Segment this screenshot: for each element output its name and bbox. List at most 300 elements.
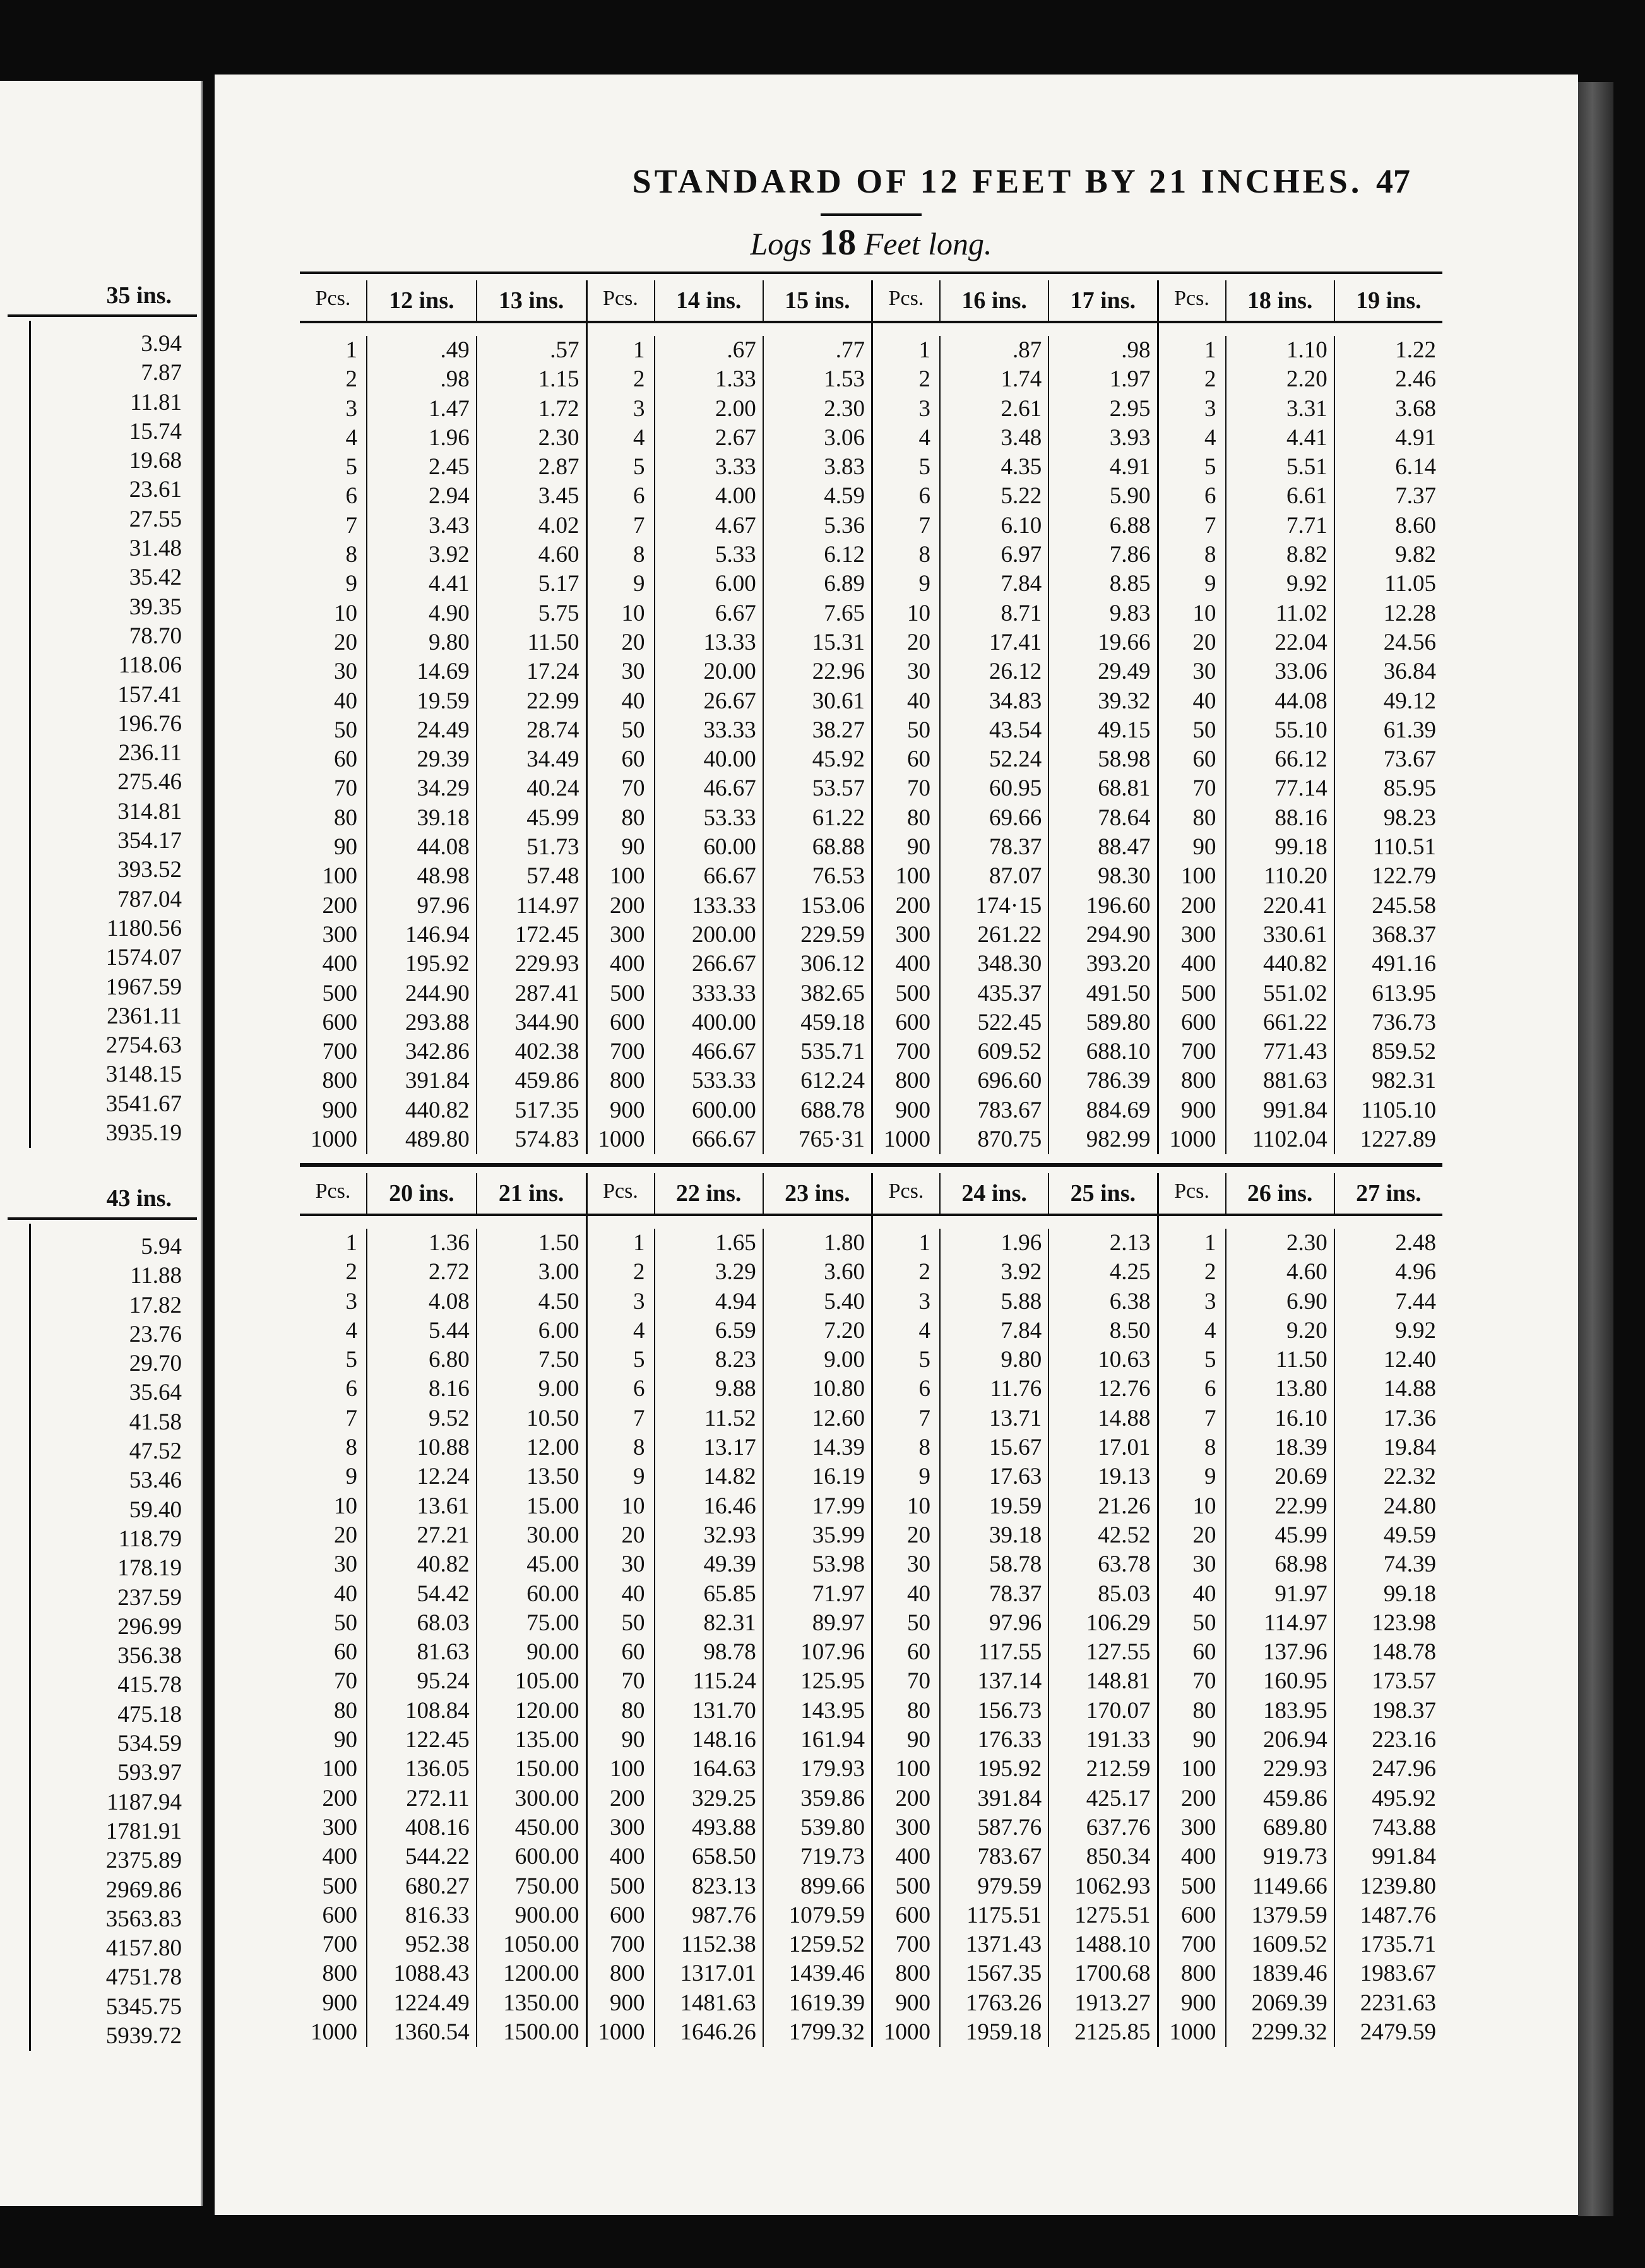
pcs-cell: 600	[895, 1009, 930, 1036]
table-cell: 22.99	[476, 687, 586, 716]
pcs-cell: 8	[1204, 542, 1216, 568]
pcs-cell: 70	[621, 775, 645, 802]
table-cell: 24.80	[1334, 1492, 1442, 1521]
left-page-cell: 118.06	[118, 652, 182, 679]
table-cell: 884.69	[1048, 1096, 1156, 1125]
table-cell: 48.98	[366, 862, 476, 891]
pcs-cell: 50	[907, 1609, 930, 1636]
left-page-cell: 7.87	[141, 360, 182, 386]
table-cell: 1609.52	[1225, 1930, 1334, 1959]
table-cell: 14.88	[1334, 1375, 1442, 1404]
column-header: 18 ins.	[1225, 280, 1334, 323]
table-cell: 637.76	[1048, 1813, 1156, 1842]
table-cell: 8.16	[366, 1375, 476, 1404]
table-cell: 13.71	[939, 1404, 1048, 1433]
table-cell: 110.20	[1225, 862, 1334, 891]
table-cell: 982.99	[1048, 1125, 1156, 1154]
table-cell: 195.92	[939, 1755, 1048, 1784]
table-cell: 95.24	[366, 1667, 476, 1696]
table-cell: 7.37	[1334, 482, 1442, 511]
table-cell: 2125.85	[1048, 2018, 1156, 2047]
table-cell: 391.84	[366, 1066, 476, 1095]
table-cell: 125.95	[763, 1667, 871, 1696]
table-cell: 6.67	[654, 599, 763, 628]
table-cell: 16.46	[654, 1492, 763, 1521]
table-cell: 30.00	[476, 1521, 586, 1550]
pcs-cell: 4	[633, 1317, 645, 1344]
pcs-cell: 40	[907, 688, 930, 714]
pcs-cell: 90	[907, 834, 930, 861]
table-cell: 2.46	[1334, 365, 1442, 394]
pcs-header: Pcs.	[588, 280, 654, 323]
table-cell: 176.33	[939, 1726, 1048, 1755]
pcs-cell: 70	[1192, 775, 1216, 802]
table-cell: 466.67	[654, 1037, 763, 1066]
pcs-cell: 1	[1204, 337, 1216, 363]
pcs-cell: 50	[621, 1609, 645, 1636]
pcs-cell: 800	[610, 1961, 645, 1987]
table-cell: 195.92	[366, 950, 476, 979]
value-column	[763, 1216, 871, 2047]
table-cell: 881.63	[1225, 1066, 1334, 1095]
pcs-cell: 80	[334, 804, 357, 831]
left-page-cell: 11.81	[130, 389, 182, 415]
table-cell: 173.57	[1334, 1667, 1442, 1696]
pcs-cell: 6	[918, 1376, 930, 1402]
left-page-cell: 593.97	[117, 1760, 182, 1786]
pcs-cell: 6	[633, 1376, 645, 1402]
left-page-cell: 534.59	[117, 1731, 182, 1757]
table-cell: 5.36	[763, 511, 871, 540]
table-cell: 696.60	[939, 1066, 1048, 1095]
pcs-cell: 20	[621, 629, 645, 655]
table-cell: 49.59	[1334, 1521, 1442, 1550]
pcs-cell: 7	[1204, 512, 1216, 539]
table-cell: 4.67	[654, 511, 763, 540]
table-cell: 13.50	[476, 1462, 586, 1491]
left-page-cell: 236.11	[118, 740, 182, 767]
left-page-cell: 314.81	[117, 798, 182, 825]
pcs-cell: 30	[1192, 659, 1216, 685]
table-cell: 368.37	[1334, 921, 1442, 950]
table-cell: 55.10	[1225, 716, 1334, 745]
table-cell: 114.97	[1225, 1609, 1334, 1638]
pcs-cell: 500	[895, 1873, 930, 1899]
table-cell: 44.08	[1225, 687, 1334, 716]
pcs-cell: 40	[621, 1580, 645, 1607]
pcs-cell: 1000	[1169, 2019, 1216, 2046]
left-page-cell: 3148.15	[105, 1061, 182, 1088]
pcs-cell: 1000	[598, 1126, 645, 1153]
table-cell: 34.29	[366, 774, 476, 803]
table-cell: 174·15	[939, 892, 1048, 921]
table-cell: 408.16	[366, 1813, 476, 1842]
table-cell: 11.05	[1334, 570, 1442, 599]
table-cell: 29.49	[1048, 657, 1156, 686]
pcs-cell: 100	[895, 863, 930, 890]
table-cell: 2479.59	[1334, 2018, 1442, 2047]
table-cell: 1.10	[1225, 336, 1334, 365]
left-page-cell: 118.79	[118, 1525, 182, 1552]
table-cell: 589.80	[1048, 1008, 1156, 1037]
table-cell: 1227.89	[1334, 1125, 1442, 1154]
table-cell: 1.80	[763, 1229, 871, 1258]
table-cell: 1.96	[939, 1229, 1048, 1258]
table-cell: 5.90	[1048, 482, 1156, 511]
table-cell: 3.68	[1334, 395, 1442, 424]
pcs-cell: 800	[1181, 1068, 1216, 1094]
table-cell: 1175.51	[939, 1901, 1048, 1930]
table-cell: 245.58	[1334, 892, 1442, 921]
table-cell: 148.81	[1048, 1667, 1156, 1696]
table-cell: 4.59	[763, 482, 871, 511]
left-page-cell: 2969.86	[105, 1877, 182, 1903]
table-cell: 44.08	[366, 833, 476, 862]
pcs-cell: 600	[610, 1009, 645, 1036]
left-page-cell: 178.19	[117, 1555, 182, 1582]
pcs-cell: 80	[1192, 1697, 1216, 1724]
left-page-cell: 4157.80	[105, 1935, 182, 1962]
table-cell: 63.78	[1048, 1550, 1156, 1579]
table-cell: 491.50	[1048, 979, 1156, 1008]
pcs-cell: 300	[610, 921, 645, 948]
pcs-cell: 60	[334, 1639, 357, 1666]
left-page-cell: 11.88	[130, 1263, 182, 1289]
table-cell: 425.17	[1048, 1784, 1156, 1813]
pcs-cell: 1	[633, 337, 645, 363]
table-cell: 816.33	[366, 1901, 476, 1930]
table-cell: 3.31	[1225, 395, 1334, 424]
left-page-cell: 415.78	[117, 1672, 182, 1698]
pcs-cell: 200	[1181, 892, 1216, 919]
pcs-cell: 400	[1181, 1844, 1216, 1870]
table-cell: 1379.59	[1225, 1901, 1334, 1930]
left-page-bottom-column	[8, 1179, 197, 2051]
table-cell: 1360.54	[366, 2018, 476, 2047]
pcs-cell: 900	[610, 1990, 645, 2016]
pcs-cell: 5	[633, 454, 645, 480]
column-header: 20 ins.	[366, 1173, 476, 1216]
pcs-cell: 20	[334, 1522, 357, 1548]
pcs-cell: 50	[334, 1609, 357, 1636]
left-page-cell: 475.18	[117, 1701, 182, 1728]
pcs-cell: 800	[895, 1961, 930, 1987]
pcs-cell: 80	[1192, 804, 1216, 831]
table-cell: 148.16	[654, 1726, 763, 1755]
table-cell: 4.91	[1048, 453, 1156, 482]
pcs-cell: 800	[322, 1068, 357, 1094]
pcs-cell: 700	[895, 1931, 930, 1958]
table-cell: 39.18	[939, 1521, 1048, 1550]
table-cell: 5.17	[476, 570, 586, 599]
table-cell: 6.10	[939, 511, 1048, 540]
table-cell: 4.96	[1334, 1258, 1442, 1287]
table-cell: 440.82	[366, 1096, 476, 1125]
table-cell: 133.33	[654, 892, 763, 921]
pcs-cell: 1000	[311, 1126, 357, 1153]
table-cell: 330.61	[1225, 921, 1334, 950]
left-page-cell: 15.74	[129, 418, 182, 445]
value-column	[1334, 1216, 1442, 2047]
table-cell: 82.31	[654, 1609, 763, 1638]
pcs-column	[588, 1216, 654, 2047]
table-cell: 35.99	[763, 1521, 871, 1550]
table-cell: 22.99	[1225, 1492, 1334, 1521]
pcs-cell: 70	[907, 1668, 930, 1695]
table-cell: 859.52	[1334, 1037, 1442, 1066]
pcs-cell: 500	[895, 980, 930, 1006]
table-cell: 120.00	[476, 1697, 586, 1726]
table-cell: 98.23	[1334, 804, 1442, 833]
table-cell: 1239.80	[1334, 1872, 1442, 1901]
table-cell: 21.26	[1048, 1492, 1156, 1521]
table-cell: 17.99	[763, 1492, 871, 1521]
pcs-cell: 900	[610, 1097, 645, 1123]
pcs-cell: 3	[1204, 1288, 1216, 1315]
table-cell: 6.61	[1225, 482, 1334, 511]
pcs-cell: 30	[621, 1551, 645, 1578]
table-cell: 870.75	[939, 1125, 1048, 1154]
column-header: 27 ins.	[1334, 1173, 1442, 1216]
pcs-cell: 1000	[884, 2019, 930, 2046]
table-cell: 60.00	[654, 833, 763, 862]
pcs-cell: 80	[621, 1697, 645, 1724]
table-cell: 261.22	[939, 921, 1048, 950]
table-cell: 2.45	[366, 453, 476, 482]
pcs-cell: 600	[1181, 1009, 1216, 1036]
table-cell: 19.66	[1048, 628, 1156, 657]
column-header: 23 ins.	[763, 1173, 871, 1216]
table-cell: 688.78	[763, 1096, 871, 1125]
table-cell: 1105.10	[1334, 1096, 1442, 1125]
table-cell: 19.13	[1048, 1462, 1156, 1491]
pcs-cell: 20	[334, 629, 357, 655]
subtitle-logs: Logs	[750, 226, 812, 261]
pcs-header: Pcs.	[873, 1173, 939, 1216]
table-cell: 198.37	[1334, 1697, 1442, 1726]
table-cell: 3.92	[366, 540, 476, 570]
pcs-cell: 400	[1181, 951, 1216, 977]
pcs-cell: 700	[322, 1039, 357, 1065]
table-cell: 495.92	[1334, 1784, 1442, 1813]
pcs-cell: 900	[895, 1097, 930, 1123]
pcs-cell: 800	[322, 1961, 357, 1987]
table-group	[300, 1173, 586, 2047]
table-cell: 58.98	[1048, 745, 1156, 774]
pcs-cell: 7	[1204, 1405, 1216, 1431]
pcs-cell: 60	[334, 746, 357, 773]
pcs-cell: 9	[633, 571, 645, 597]
table-cell: 7.84	[939, 1316, 1048, 1346]
table-cell: 6.88	[1048, 511, 1156, 540]
table-group	[586, 280, 872, 1154]
table-cell: 161.94	[763, 1726, 871, 1755]
table-cell: 12.00	[476, 1433, 586, 1462]
table-cell: 8.85	[1048, 570, 1156, 599]
table-cell: 459.18	[763, 1008, 871, 1037]
table-cell: 8.50	[1048, 1316, 1156, 1346]
pcs-cell: 500	[610, 980, 645, 1006]
table-cell: 9.92	[1334, 1316, 1442, 1346]
table-cell: 14.88	[1048, 1404, 1156, 1433]
pcs-cell: 5	[1204, 454, 1216, 480]
table-cell: 491.16	[1334, 950, 1442, 979]
table-cell: 54.42	[366, 1580, 476, 1609]
pcs-cell: 100	[1181, 863, 1216, 890]
table-cell: 15.00	[476, 1492, 586, 1521]
table-cell: 1763.26	[939, 1989, 1048, 2018]
left-page-cell: 78.70	[129, 623, 182, 649]
pcs-cell: 10	[907, 1493, 930, 1519]
table-cell: 74.39	[1334, 1550, 1442, 1579]
value-column	[366, 1216, 476, 2047]
table-cell: 196.60	[1048, 892, 1156, 921]
table-cell: 1439.46	[763, 1959, 871, 1988]
table-cell: 179.93	[763, 1755, 871, 1784]
pcs-cell: 600	[322, 1902, 357, 1928]
table-cell: 2.95	[1048, 395, 1156, 424]
page-subtitle	[720, 221, 1023, 263]
pcs-cell: 200	[1181, 1785, 1216, 1811]
table-cell: 6.00	[654, 570, 763, 599]
bottom-table	[300, 1163, 1442, 2047]
table-cell: 17.01	[1048, 1433, 1156, 1462]
table-cell: 200.00	[654, 921, 763, 950]
left-page-cell: 196.76	[117, 710, 182, 737]
table-cell: 4.41	[366, 570, 476, 599]
table-cell: 66.67	[654, 862, 763, 891]
table-cell: 1.53	[763, 365, 871, 394]
table-cell: 3.93	[1048, 424, 1156, 453]
table-cell: 1.33	[654, 365, 763, 394]
pcs-cell: 2	[1204, 1259, 1216, 1286]
table-cell: 148.78	[1334, 1638, 1442, 1667]
table-cell: 8.71	[939, 599, 1048, 628]
left-top-cells	[8, 317, 197, 1148]
pcs-cell: 50	[907, 717, 930, 743]
table-cell: 53.57	[763, 774, 871, 803]
table-cell: 3.48	[939, 424, 1048, 453]
pcs-cell: 60	[1192, 1639, 1216, 1666]
table-cell: 600.00	[476, 1842, 586, 1871]
pcs-cell: 10	[621, 600, 645, 626]
table-cell: 22.04	[1225, 628, 1334, 657]
left-page-cell: 5345.75	[105, 1993, 182, 2020]
table-cell: 16.10	[1225, 1404, 1334, 1433]
pcs-cell: 600	[1181, 1902, 1216, 1928]
table-cell: 850.34	[1048, 1842, 1156, 1871]
value-column	[939, 1216, 1048, 2047]
table-cell: 247.96	[1334, 1755, 1442, 1784]
table-cell: 688.10	[1048, 1037, 1156, 1066]
table-cell: 5.75	[476, 599, 586, 628]
pcs-cell: 8	[918, 1435, 930, 1461]
table-cell: .77	[763, 336, 871, 365]
pcs-cell: 60	[907, 1639, 930, 1666]
table-group	[1157, 280, 1443, 1154]
table-cell: 1062.93	[1048, 1872, 1156, 1901]
table-cell: 3.45	[476, 482, 586, 511]
pcs-column	[300, 1216, 366, 2047]
pcs-cell: 5	[633, 1347, 645, 1373]
table-cell: 52.24	[939, 745, 1048, 774]
table-cell: 900.00	[476, 1901, 586, 1930]
pcs-cell: 7	[918, 1405, 930, 1431]
table-cell: 979.59	[939, 1872, 1048, 1901]
pcs-cell: 2	[1204, 366, 1216, 393]
table-cell: 6.14	[1334, 453, 1442, 482]
table-cell: 42.52	[1048, 1521, 1156, 1550]
pcs-cell: 3	[633, 1288, 645, 1315]
table-cell: 3.29	[654, 1258, 763, 1287]
table-group	[300, 280, 586, 1154]
table-cell: 87.07	[939, 862, 1048, 891]
table-cell: 229.59	[763, 921, 871, 950]
pcs-header: Pcs.	[873, 280, 939, 323]
table-cell: 14.69	[366, 657, 476, 686]
table-cell: 7.50	[476, 1346, 586, 1375]
pcs-column	[873, 1216, 939, 2047]
pcs-cell: 6	[345, 483, 357, 510]
table-cell: 609.52	[939, 1037, 1048, 1066]
pcs-cell: 400	[322, 951, 357, 977]
table-cell: 2.20	[1225, 365, 1334, 394]
table-cell: 51.73	[476, 833, 586, 862]
table-cell: 1913.27	[1048, 1989, 1156, 2018]
table-cell: 771.43	[1225, 1037, 1334, 1066]
left-page-cell: 3935.19	[105, 1120, 182, 1147]
table-cell: 823.13	[654, 1872, 763, 1901]
table-cell: 1050.00	[476, 1930, 586, 1959]
table-cell: 3.92	[939, 1258, 1048, 1287]
pcs-cell: 7	[633, 512, 645, 539]
table-cell: 77.14	[1225, 774, 1334, 803]
left-page-cell: 3.94	[141, 331, 182, 357]
table-cell: 14.39	[763, 1433, 871, 1462]
table-cell: 143.95	[763, 1697, 871, 1726]
table-cell: 9.82	[1334, 540, 1442, 570]
table-cell: 1619.39	[763, 1989, 871, 2018]
table-cell: 743.88	[1334, 1813, 1442, 1842]
pcs-cell: 100	[322, 863, 357, 890]
pcs-cell: 1000	[311, 2019, 357, 2046]
table-cell: 49.39	[654, 1550, 763, 1579]
table-cell: 98.78	[654, 1638, 763, 1667]
pcs-cell: 80	[907, 804, 930, 831]
table-cell: 7.86	[1048, 540, 1156, 570]
table-cell: 106.29	[1048, 1609, 1156, 1638]
pcs-cell: 100	[1181, 1756, 1216, 1782]
left-page-cell: 23.61	[129, 477, 182, 503]
table-cell: 29.39	[366, 745, 476, 774]
table-cell: 18.39	[1225, 1433, 1334, 1462]
table-cell: 9.00	[476, 1375, 586, 1404]
left-page-cell: 29.70	[129, 1351, 182, 1377]
pcs-cell: 500	[322, 1873, 357, 1899]
left-page-cell: 19.68	[129, 448, 182, 474]
left-page-cell: 59.40	[129, 1496, 182, 1523]
table-cell: 1.15	[476, 365, 586, 394]
table-cell: 1224.49	[366, 1989, 476, 2018]
pcs-cell: 300	[1181, 1814, 1216, 1841]
table-cell: 131.70	[654, 1697, 763, 1726]
table-cell: 13.61	[366, 1492, 476, 1521]
table-cell: 4.90	[366, 599, 476, 628]
table-cell: 97.96	[366, 892, 476, 921]
pcs-cell: 40	[621, 688, 645, 714]
table-cell: 266.67	[654, 950, 763, 979]
table-cell: 9.52	[366, 1404, 476, 1433]
